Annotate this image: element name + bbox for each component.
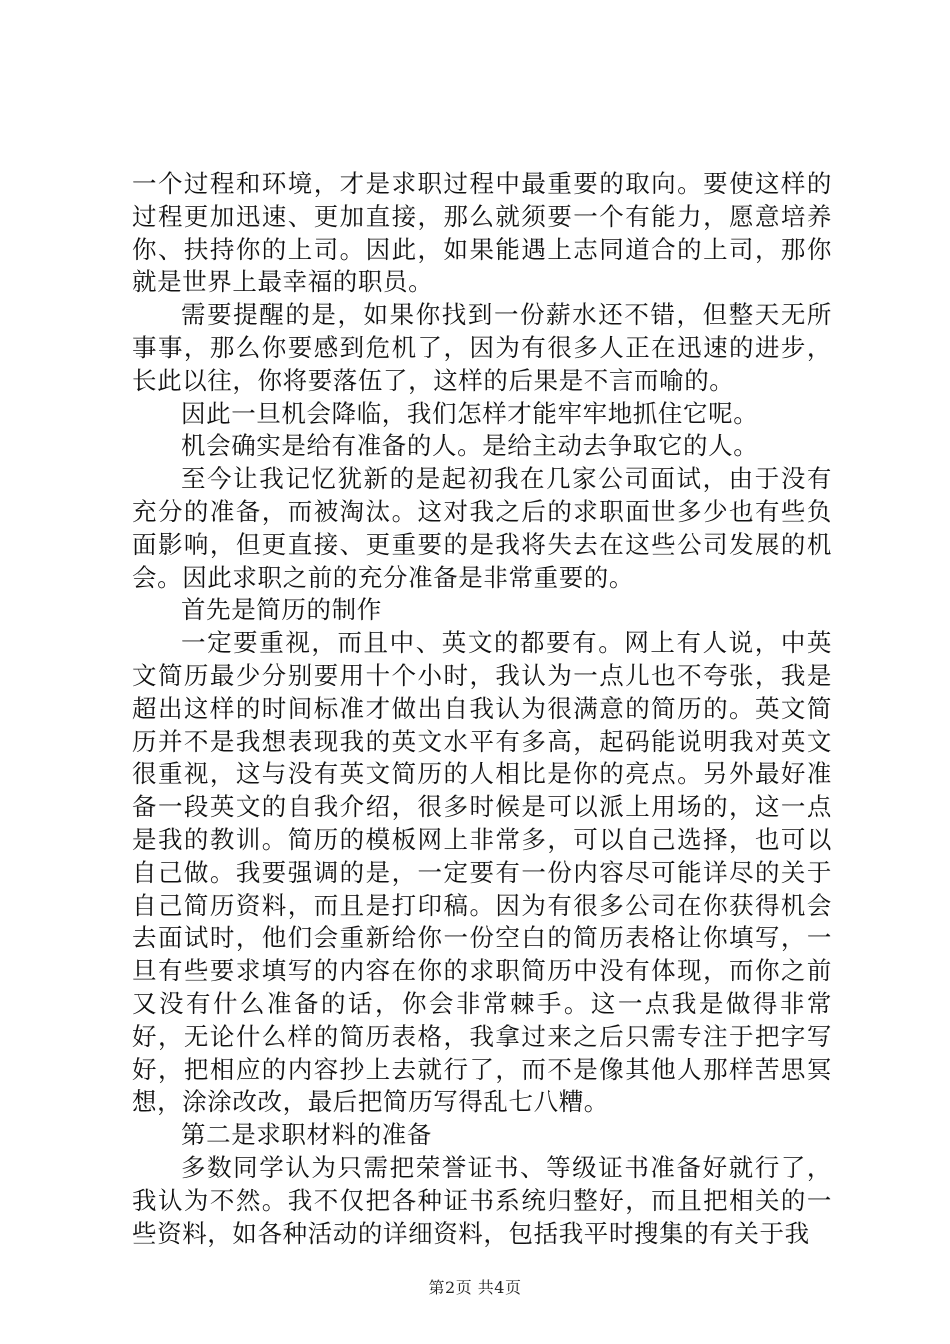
paragraph-5: 至今让我记忆犹新的是起初我在几家公司面试，由于没有充分的准备，而被淘汰。这对我之后的求职面世多少也有些负面影响，但更直接、更重要的是我将失去在这些公司发展的机会。因此求职之前的充分准备是非常重要的。 xyxy=(132,464,832,592)
section-heading-materials: 第二是求职材料的准备 xyxy=(181,1120,432,1150)
paragraph-3: 因此一旦机会降临，我们怎样才能牢牢地抓住它呢。 xyxy=(181,398,759,428)
paragraph-9: 多数同学认为只需把荣誉证书、等级证书准备好就行了，我认为不然。我不仅把各种证书系统归整好，而且把相关的一些资料，如各种活动的详细资料，包括我平时搜集的有关于我 xyxy=(132,1152,832,1248)
paragraph-1: 一个过程和环境，才是求职过程中最重要的取向。要使这样的过程更加迅速、更加直接，那么就须要一个有能力，愿意培养你、扶持你的上司。因此，如果能遇上志同道合的上司，那你就是世界上最幸福的职员。 xyxy=(132,169,832,297)
paragraph-2: 需要提醒的是，如果你找到一份薪水还不错，但整天无所事事，那么你要感到危机了，因为有很多人正在迅速的进步，长此以往，你将要落伍了，这样的后果是不言而喻的。 xyxy=(132,300,832,395)
paragraph-4: 机会确实是给有准备的人。是给主动去争取它的人。 xyxy=(181,431,759,461)
body-text xyxy=(132,168,832,1250)
paragraph-7: 一定要重视，而且中、英文的都要有。网上有人说，中英文简历最少分别要用十个小时，我认为一点儿也不夸张，我是超出这样的时间标准才做出自我认为很满意的简历的。英文简历并不是我想表现我的英文水平有多高，起码能说明我对英文很重视，这与没有英文简历的人相比是你的亮点。另外最好准备一段英文的自我介绍，很多时候是可以派上用场的，这一点是我的教训。简历的模板网上非常多，可以自己选择，也可以自己做。我要强调的是，一定要有一份内容尽可能详尽的关于自己简历资料，而且是打印稿。因为有很多公司在你获得机会去面试时，他们会重新给你一份空白的简历表格让你填写，一旦有些要求填写的内容在你的求职简历中没有体现，而你之前又没有什么准备的话，你会非常棘手。这一点我是做得非常好，无论什么样的简历表格，我拿过来之后只需专注于把字写好，把相应的内容抄上去就行了，而不是像其他人那样苦思冥想，涂涂改改，最后把简历写得乱七八糟。 xyxy=(132,628,832,1117)
page-footer: 第2页 共4页 xyxy=(428,1278,522,1297)
section-heading-resume: 首先是简历的制作 xyxy=(181,595,382,625)
